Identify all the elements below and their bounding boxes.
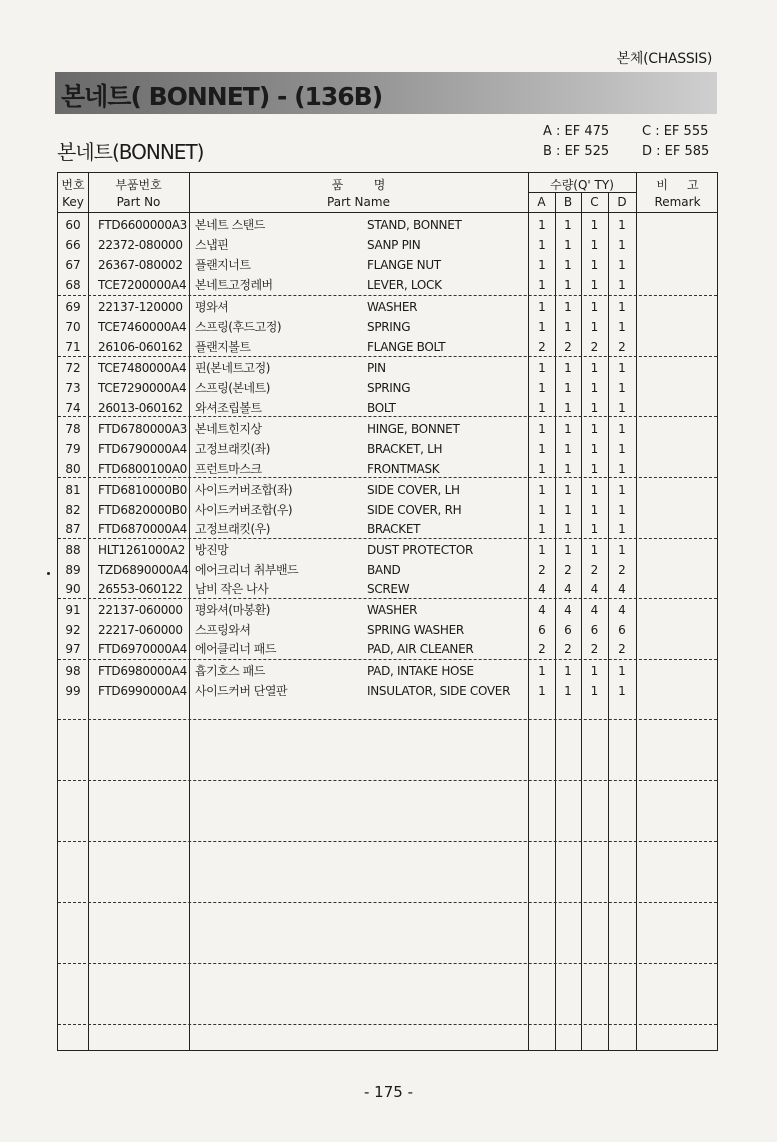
cell-qty-d: 1	[618, 258, 626, 272]
header-qty-c: C	[590, 195, 599, 209]
cell-qty-d: 1	[618, 401, 626, 415]
cell-qty-a: 2	[538, 340, 546, 354]
model-legend-right	[642, 122, 709, 162]
cell-qty-d: 4	[618, 582, 626, 596]
cell-key: 88	[65, 543, 81, 557]
table-row	[58, 620, 717, 640]
cell-key: 79	[65, 442, 81, 456]
cell-qty-b: 1	[564, 258, 572, 272]
title-banner	[55, 72, 717, 114]
cell-qty-d: 1	[618, 218, 626, 232]
cell-part-no: TCE7290000A4	[98, 381, 187, 395]
cell-qty-a: 1	[538, 522, 546, 536]
cell-key: 91	[65, 603, 81, 617]
cell-qty-a: 1	[538, 278, 546, 292]
cell-qty-a: 1	[538, 503, 546, 517]
cell-key: 78	[65, 422, 81, 436]
cell-key: 89	[65, 563, 81, 577]
cell-name-kr: 플랜지볼트	[195, 340, 251, 354]
table-row	[58, 500, 717, 520]
cell-part-no: TCE7480000A4	[98, 361, 187, 375]
cell-qty-d: 1	[618, 543, 626, 557]
header-bottom-line	[58, 212, 717, 213]
cell-qty-b: 1	[564, 320, 572, 334]
cell-qty-b: 1	[564, 381, 572, 395]
cell-qty-d: 6	[618, 623, 626, 637]
group-divider	[58, 963, 717, 964]
cell-name-en: HINGE, BONNET	[367, 422, 460, 436]
cell-qty-d: 1	[618, 503, 626, 517]
cell-qty-b: 6	[564, 623, 572, 637]
table-row	[58, 540, 717, 560]
model-a: A : EF 475	[543, 124, 610, 139]
cell-qty-b: 4	[564, 603, 572, 617]
cell-name-en: BRACKET	[367, 522, 421, 536]
cell-qty-d: 1	[618, 684, 626, 698]
cell-name-kr: 흡기호스 패드	[195, 664, 265, 678]
cell-key: 60	[65, 218, 81, 232]
cell-qty-c: 1	[590, 238, 599, 252]
cell-key: 66	[65, 238, 81, 252]
cell-qty-b: 1	[564, 361, 572, 375]
group-divider	[58, 841, 717, 842]
cell-qty-b: 2	[564, 563, 572, 577]
cell-part-no: FTD6800100A0	[98, 462, 187, 476]
cell-key: 90	[65, 582, 81, 596]
cell-qty-a: 1	[538, 442, 546, 456]
cell-part-no: FTD6870000A4	[98, 522, 187, 536]
model-legend-left	[543, 122, 609, 162]
cell-qty-d: 4	[618, 603, 626, 617]
cell-key: 72	[65, 361, 81, 375]
group-divider	[58, 659, 717, 660]
cell-part-no: FTD6980000A4	[98, 664, 187, 678]
cell-qty-d: 1	[618, 442, 626, 456]
cell-name-kr: 평와셔(마봉환)	[195, 603, 270, 617]
cell-name-kr: 플랜지너트	[195, 258, 251, 272]
cell-key: 70	[65, 320, 81, 334]
cell-qty-b: 1	[564, 462, 572, 476]
cell-part-no: TZD6890000A4	[98, 563, 189, 577]
cell-qty-b: 1	[564, 483, 572, 497]
table-row	[58, 519, 717, 539]
header-partno-kr: 부품번호	[115, 178, 162, 192]
table-row	[58, 661, 717, 681]
group-divider	[58, 780, 717, 781]
cell-name-en: SPRING	[367, 320, 411, 334]
cell-key: 98	[65, 664, 81, 678]
subtitle: 본네트(BONNET)	[57, 140, 204, 164]
table-row	[58, 480, 717, 500]
header-key-kr: 번호	[61, 178, 85, 192]
cell-qty-b: 2	[564, 340, 572, 354]
cell-qty-a: 1	[538, 300, 546, 314]
cell-qty-c: 1	[590, 300, 599, 314]
cell-name-en: SIDE COVER, LH	[367, 483, 460, 497]
cell-qty-d: 1	[618, 300, 626, 314]
table-row	[58, 317, 717, 337]
cell-qty-d: 1	[618, 664, 626, 678]
cell-qty-b: 1	[564, 401, 572, 415]
header-remark-en: Remark	[654, 195, 701, 209]
cell-qty-b: 1	[564, 684, 572, 698]
cell-name-en: SIDE COVER, RH	[367, 503, 462, 517]
cell-name-en: FRONTMASK	[367, 462, 440, 476]
cell-name-en: FLANGE NUT	[367, 258, 441, 272]
cell-qty-a: 4	[538, 603, 546, 617]
cell-qty-b: 1	[564, 442, 572, 456]
cell-name-en: BOLT	[367, 401, 396, 415]
cell-name-kr: 본네트힌지상	[195, 422, 262, 436]
cell-qty-c: 1	[590, 320, 599, 334]
cell-qty-a: 1	[538, 381, 546, 395]
header-partname-kr: 품 명	[331, 178, 386, 192]
group-divider	[58, 295, 717, 296]
cell-qty-c: 2	[590, 642, 599, 656]
cell-key: 99	[65, 684, 81, 698]
cell-name-en: WASHER	[367, 603, 418, 617]
table-row	[58, 235, 717, 255]
cell-key: 82	[65, 503, 81, 517]
table-row	[58, 358, 717, 378]
cell-name-en: FLANGE BOLT	[367, 340, 446, 354]
cell-name-kr: 사이드커버조합(우)	[195, 503, 293, 517]
cell-name-kr: 에어크리너 취부밴드	[195, 563, 299, 577]
cell-name-en: PIN	[367, 361, 386, 375]
cell-qty-c: 1	[590, 422, 599, 436]
cell-part-no: HLT1261000A2	[98, 543, 186, 557]
cell-qty-b: 4	[564, 582, 572, 596]
cell-part-no: 26367-080002	[98, 258, 183, 272]
cell-name-kr: 본네트 스탠드	[195, 218, 265, 232]
cell-qty-c: 1	[590, 543, 599, 557]
cell-qty-c: 1	[590, 503, 599, 517]
cell-name-kr: 방진망	[195, 543, 229, 557]
cell-part-no: 26553-060122	[98, 582, 183, 596]
table-row	[58, 560, 717, 580]
table-row	[58, 419, 717, 439]
group-divider	[58, 902, 717, 903]
table-row	[58, 337, 717, 357]
table-row	[58, 459, 717, 479]
table-row	[58, 297, 717, 317]
cell-qty-a: 1	[538, 664, 546, 678]
cell-name-en: SPRING	[367, 381, 411, 395]
cell-name-kr: 핀(본네트고정)	[195, 361, 270, 375]
cell-qty-c: 1	[590, 381, 599, 395]
cell-qty-a: 1	[538, 218, 546, 232]
header-key-en: Key	[62, 195, 84, 209]
header-qty-b: B	[563, 195, 573, 209]
cell-qty-d: 1	[618, 483, 626, 497]
model-d: D : EF 585	[642, 144, 710, 159]
cell-part-no: 22217-060000	[98, 623, 183, 637]
cell-qty-a: 2	[538, 642, 546, 656]
cell-qty-c: 1	[590, 462, 599, 476]
cell-qty-c: 4	[590, 582, 599, 596]
cell-part-no: 26106-060162	[98, 340, 183, 354]
cell-key: 68	[65, 278, 81, 292]
cell-name-kr: 고정브래킷(우)	[195, 522, 270, 536]
cell-name-kr: 에어클리너 패드	[195, 642, 276, 656]
cell-qty-b: 1	[564, 522, 572, 536]
cell-part-no: 22372-080000	[98, 238, 183, 252]
cell-part-no: TCE7200000A4	[98, 278, 187, 292]
header-partno-en: Part No	[116, 195, 161, 209]
cell-name-kr: 남비 작은 나사	[195, 582, 269, 596]
cell-key: 74	[65, 401, 81, 415]
cell-key: 97	[65, 642, 81, 656]
cell-key: 81	[65, 483, 81, 497]
cell-qty-a: 1	[538, 238, 546, 252]
cell-qty-c: 1	[590, 522, 599, 536]
cell-key: 92	[65, 623, 81, 637]
page-number: - 175 -	[364, 1083, 413, 1101]
header-qty: 수량(Q' TY)	[550, 178, 614, 192]
cell-name-kr: 평와셔	[195, 300, 229, 314]
cell-qty-a: 1	[538, 422, 546, 436]
cell-qty-c: 6	[590, 623, 599, 637]
parts-table	[57, 172, 718, 1051]
cell-qty-a: 6	[538, 623, 546, 637]
cell-qty-a: 4	[538, 582, 546, 596]
cell-qty-d: 1	[618, 522, 626, 536]
cell-qty-c: 4	[590, 603, 599, 617]
cell-qty-d: 2	[618, 340, 626, 354]
cell-qty-b: 1	[564, 238, 572, 252]
cell-key: 69	[65, 300, 81, 314]
cell-qty-c: 1	[590, 442, 599, 456]
header-partname-en: Part Name	[327, 195, 390, 209]
table-row	[58, 579, 717, 599]
cell-qty-a: 1	[538, 543, 546, 557]
cell-qty-d: 2	[618, 642, 626, 656]
cell-part-no: FTD6780000A3	[98, 422, 187, 436]
cell-qty-b: 1	[564, 300, 572, 314]
cell-key: 87	[65, 522, 81, 536]
cell-qty-a: 2	[538, 563, 546, 577]
table-row	[58, 275, 717, 295]
cell-name-kr: 사이드커버조합(좌)	[195, 483, 293, 497]
cell-name-en: STAND, BONNET	[367, 218, 462, 232]
cell-qty-c: 1	[590, 483, 599, 497]
model-b: B : EF 525	[543, 144, 610, 159]
cell-name-kr: 프런트마스크	[195, 462, 262, 476]
table-row	[58, 639, 717, 659]
cell-name-en: SANP PIN	[367, 238, 421, 252]
margin-dot	[47, 572, 50, 575]
cell-qty-a: 1	[538, 401, 546, 415]
cell-qty-b: 2	[564, 642, 572, 656]
page-title: 본네트( BONNET) - (136B)	[61, 82, 383, 111]
cell-name-en: PAD, INTAKE HOSE	[367, 664, 474, 678]
cell-key: 73	[65, 381, 81, 395]
group-divider	[58, 1024, 717, 1025]
cell-name-en: PAD, AIR CLEANER	[367, 642, 474, 656]
cell-qty-c: 1	[590, 258, 599, 272]
cell-name-en: WASHER	[367, 300, 418, 314]
cell-qty-d: 1	[618, 238, 626, 252]
cell-name-kr: 스냅핀	[195, 238, 229, 252]
cell-name-kr: 본네트고정레버	[195, 278, 273, 292]
cell-part-no: FTD6600000A3	[98, 218, 187, 232]
cell-part-no: TCE7460000A4	[98, 320, 187, 334]
cell-qty-a: 1	[538, 258, 546, 272]
table-row	[58, 600, 717, 620]
table-row	[58, 215, 717, 235]
cell-name-kr: 사이드커버 단열판	[195, 684, 288, 698]
cell-qty-c: 1	[590, 218, 599, 232]
header-qty-d: D	[617, 195, 627, 209]
cell-qty-d: 1	[618, 462, 626, 476]
cell-qty-d: 1	[618, 320, 626, 334]
cell-qty-a: 1	[538, 483, 546, 497]
model-c: C : EF 555	[642, 124, 709, 139]
cell-qty-d: 2	[618, 563, 626, 577]
cell-key: 80	[65, 462, 81, 476]
cell-qty-a: 1	[538, 462, 546, 476]
cell-part-no: FTD6990000A4	[98, 684, 187, 698]
cell-part-no: 22137-120000	[98, 300, 183, 314]
cell-qty-b: 1	[564, 218, 572, 232]
cell-qty-c: 2	[590, 563, 599, 577]
cell-part-no: FTD6820000B0	[98, 503, 187, 517]
cell-name-kr: 와셔조립볼트	[195, 401, 262, 415]
cell-qty-d: 1	[618, 381, 626, 395]
cell-name-kr: 스프링(본네트)	[195, 381, 270, 395]
section-label: 본체(CHASSIS)	[616, 51, 712, 67]
table-row	[58, 398, 717, 418]
cell-qty-a: 1	[538, 320, 546, 334]
cell-name-en: LEVER, LOCK	[367, 278, 442, 292]
header-remark-kr: 비 고	[656, 178, 699, 192]
cell-qty-c: 1	[590, 278, 599, 292]
cell-name-kr: 스프링(후드고정)	[195, 320, 282, 334]
cell-qty-b: 1	[564, 503, 572, 517]
cell-part-no: FTD6970000A4	[98, 642, 187, 656]
cell-name-en: SPRING WASHER	[367, 623, 464, 637]
cell-name-kr: 고정브래킷(좌)	[195, 442, 270, 456]
cell-qty-a: 1	[538, 361, 546, 375]
header-qty-a: A	[537, 195, 546, 209]
cell-qty-c: 1	[590, 361, 599, 375]
table-row	[58, 255, 717, 275]
cell-name-en: SCREW	[367, 582, 410, 596]
cell-qty-b: 1	[564, 278, 572, 292]
cell-qty-b: 1	[564, 422, 572, 436]
cell-qty-b: 1	[564, 664, 572, 678]
cell-name-kr: 스프링와셔	[195, 623, 251, 637]
cell-qty-c: 1	[590, 684, 599, 698]
cell-name-en: BAND	[367, 563, 401, 577]
cell-name-en: BRACKET, LH	[367, 442, 443, 456]
cell-key: 67	[65, 258, 81, 272]
cell-qty-d: 1	[618, 422, 626, 436]
cell-qty-a: 1	[538, 684, 546, 698]
cell-qty-c: 2	[590, 340, 599, 354]
table-row	[58, 439, 717, 459]
cell-key: 71	[65, 340, 81, 354]
cell-part-no: FTD6790000A4	[98, 442, 187, 456]
cell-part-no: FTD6810000B0	[98, 483, 187, 497]
cell-qty-c: 1	[590, 664, 599, 678]
group-divider	[58, 719, 717, 720]
cell-name-en: DUST PROTECTOR	[367, 543, 474, 557]
table-row	[58, 681, 717, 701]
cell-qty-c: 1	[590, 401, 599, 415]
cell-qty-b: 1	[564, 543, 572, 557]
cell-part-no: 22137-060000	[98, 603, 183, 617]
cell-qty-d: 1	[618, 361, 626, 375]
cell-part-no: 26013-060162	[98, 401, 183, 415]
cell-name-en: INSULATOR, SIDE COVER	[367, 684, 511, 698]
table-row	[58, 378, 717, 398]
cell-qty-d: 1	[618, 278, 626, 292]
